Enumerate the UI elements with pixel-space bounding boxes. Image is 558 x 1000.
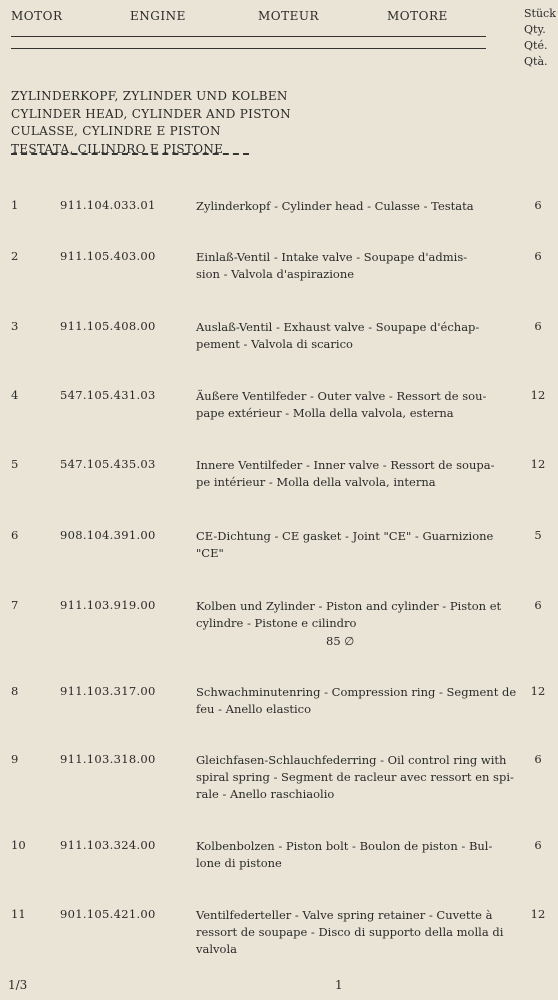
item-position: 8 [11, 684, 19, 698]
item-quantity: 6 [534, 249, 542, 263]
item-description [196, 198, 524, 215]
description-line: spiral spring - Segment de racleur avec ressort en spi- [196, 770, 514, 784]
item-position: 7 [11, 598, 19, 612]
part-number: 911.103.324.00 [60, 838, 156, 852]
item-quantity: 5 [534, 528, 542, 542]
item-description [196, 319, 524, 353]
part-number: 901.105.421.00 [60, 907, 156, 921]
item-position: 5 [11, 457, 19, 471]
part-number: 911.105.403.00 [60, 249, 156, 263]
item-quantity: 12 [530, 457, 546, 471]
description-line: Einlaß-Ventil - Intake valve - Soupape d'admis- [196, 250, 468, 264]
qty-label-en: Qty. [524, 23, 546, 36]
qty-label-fr: Qté. [524, 39, 548, 52]
item-description [196, 388, 524, 422]
section-title-en: CYLINDER HEAD, CYLINDER AND PISTON [11, 106, 291, 121]
description-line: CE-Dichtung - CE gasket - Joint "CE" - Guarnizione [196, 529, 494, 543]
description-line: Kolbenbolzen - Piston bolt - Boulon de piston - Bul- [196, 839, 493, 853]
item-position: 10 [11, 838, 26, 852]
section-title-it: TESTATA, CILINDRO E PISTONE [11, 141, 224, 156]
description-line: pe intérieur - Molla della valvola, interna [196, 475, 436, 489]
description-line: Schwachminutenring - Compression ring - Segment de [196, 685, 517, 699]
description-line: ressort de soupape - Disco di supporto della molla di [196, 925, 504, 939]
description-line: Ventilfederteller - Valve spring retainer - Cuvette à [196, 908, 493, 922]
part-number: 911.103.318.00 [60, 752, 156, 766]
item-quantity: 6 [534, 198, 542, 212]
header-rule-bottom [11, 48, 486, 49]
item-position: 11 [11, 907, 26, 921]
item-description [196, 528, 524, 562]
item-position: 2 [11, 249, 19, 263]
item-quantity: 12 [530, 907, 546, 921]
section-number: 1/3 [8, 978, 28, 992]
quantity-header [524, 6, 556, 70]
part-number: 911.104.033.01 [60, 198, 156, 212]
description-line: Gleichfasen-Schlauchfederring - Oil control ring with [196, 753, 507, 767]
item-note: 85 ∅ [326, 634, 355, 648]
item-quantity: 6 [534, 838, 542, 852]
description-line: Äußere Ventilfeder - Outer valve - Ressort de sou- [196, 389, 487, 403]
item-quantity: 12 [530, 388, 546, 402]
description-line: "CE" [196, 546, 224, 560]
item-quantity: 6 [534, 598, 542, 612]
description-line: valvola [196, 942, 237, 956]
header-motor: MOTOR [11, 9, 63, 23]
page-number: 1 [335, 978, 343, 992]
section-title-de: ZYLINDERKOPF, ZYLINDER UND KOLBEN [11, 89, 288, 103]
item-description [196, 752, 524, 803]
item-description [196, 838, 524, 872]
section-title-fr: CULASSE, CYLINDRE E PISTON [11, 124, 221, 138]
item-position: 4 [11, 388, 19, 402]
part-number: 547.105.435.03 [60, 457, 156, 471]
header-engine: ENGINE [130, 9, 186, 23]
item-quantity: 6 [534, 319, 542, 333]
part-number: 547.105.431.03 [60, 388, 156, 402]
header-moteur: MOTEUR [258, 9, 320, 23]
description-line: Auslaß-Ventil - Exhaust valve - Soupape d'échap- [196, 320, 480, 334]
header-rule-top [11, 36, 486, 37]
description-line: Innere Ventilfeder - Inner valve - Ressort de soupa- [196, 458, 495, 472]
item-position: 3 [11, 319, 19, 333]
description-line: pape extérieur - Molla della valvola, esterna [196, 406, 454, 420]
item-quantity: 6 [534, 752, 542, 766]
part-number: 908.104.391.00 [60, 528, 156, 542]
item-position: 1 [11, 198, 19, 212]
description-line: pement - Valvola di scarico [196, 337, 353, 351]
description-line: rale - Anello raschiaolio [196, 787, 335, 801]
item-position: 9 [11, 752, 19, 766]
description-line: Zylinderkopf - Cylinder head - Culasse - Testata [196, 199, 474, 213]
description-line: cylindre - Pistone e cilindro [196, 616, 357, 630]
item-position: 6 [11, 528, 19, 542]
item-description [196, 249, 524, 283]
item-description [196, 457, 524, 491]
item-description [196, 684, 524, 718]
description-line: feu - Anello elastico [196, 702, 312, 716]
part-number: 911.105.408.00 [60, 319, 156, 333]
item-quantity: 12 [530, 684, 546, 698]
description-line: Kolben und Zylinder - Piston and cylinder - Piston et [196, 599, 502, 613]
item-description [196, 907, 524, 958]
section-title [11, 88, 291, 158]
description-line: sion - Valvola d'aspirazione [196, 267, 355, 281]
qty-label-it: Qtà. [524, 55, 548, 68]
part-number: 911.103.919.00 [60, 598, 156, 612]
part-number: 911.103.317.00 [60, 684, 156, 698]
item-description [196, 598, 524, 632]
header-motore: MOTORE [387, 9, 448, 23]
qty-label-de: Stück [524, 7, 556, 20]
description-line: lone di pistone [196, 856, 282, 870]
section-title-underline [11, 153, 249, 155]
